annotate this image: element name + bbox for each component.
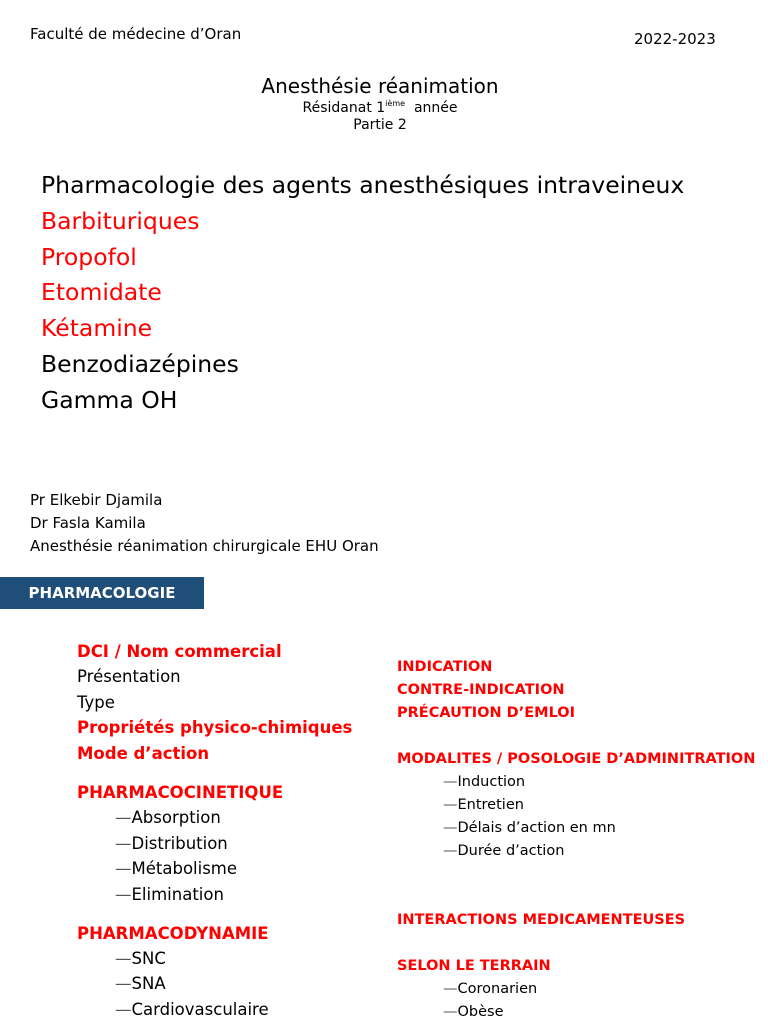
course-part: Partie 2 — [353, 117, 407, 133]
topic-item: Kétamine — [41, 314, 153, 343]
academic-year: 2022-2023 — [634, 30, 716, 48]
section-badge: PHARMACOLOGIE — [0, 577, 204, 609]
topic-item: Propofol — [41, 242, 137, 271]
modality-item: — Entretien — [443, 797, 524, 813]
type-label: Type — [77, 693, 115, 712]
pd-item: — SNA — [115, 974, 166, 993]
pd-item: — SNC — [115, 949, 166, 968]
topic-item: Gamma OH — [41, 385, 178, 414]
precaution-heading: PRÉCAUTION D’EMLOI — [397, 705, 576, 721]
author-list — [30, 489, 379, 558]
terrain-item: — Coronarien — [443, 981, 537, 997]
modality-item: — Délais d’action en mn — [443, 820, 616, 836]
topic-item: Barbituriques — [41, 206, 200, 235]
author-line: Dr Fasla Kamila — [30, 514, 146, 532]
course-level — [0, 99, 760, 116]
dci-heading: DCI / Nom commercial — [77, 642, 282, 661]
modalities-heading: MODALITES / POSOLOGIE D’ADMINITRATION — [397, 751, 756, 767]
contraindication-heading: CONTRE-INDICATION — [397, 682, 565, 698]
indication-heading: INDICATION — [397, 659, 493, 675]
pharmacokinetics-heading: PHARMACOCINETIQUE — [77, 783, 284, 802]
topic-item: Pharmacologie des agents anesthésiques intraveineux — [41, 171, 685, 199]
pd-item: — Cardiovasculaire — [115, 1000, 269, 1019]
pharmacodynamics-heading: PHARMACODYNAMIE — [77, 924, 269, 943]
level-text: Résidanat 1 — [302, 100, 386, 116]
author-line: Anesthésie réanimation chirurgicale EHU Oran — [30, 537, 379, 555]
pk-item: — Elimination — [115, 885, 224, 904]
presentation-label: Présentation — [77, 667, 181, 686]
topic-item: Benzodiazépines — [41, 349, 239, 378]
modality-item: — Durée d’action — [443, 843, 564, 859]
topic-item: Etomidate — [41, 278, 162, 307]
modality-item: — Induction — [443, 774, 525, 790]
terrain-item: — Obèse — [443, 1004, 504, 1020]
course-title: Anesthésie réanimation — [261, 74, 499, 98]
author-line: Pr Elkebir Djamila — [30, 491, 163, 509]
faculty-name: Faculté de médecine d’Oran — [30, 25, 242, 43]
pk-item: — Distribution — [115, 834, 228, 853]
level-superscript: ième — [385, 99, 406, 108]
level-year-word: année — [413, 100, 458, 116]
pk-item: — Absorption — [115, 808, 221, 827]
properties-heading: Propriétés physico-chimiques — [77, 718, 353, 737]
mode-action-heading: Mode d’action — [77, 744, 210, 763]
terrain-heading: SELON LE TERRAIN — [397, 958, 551, 974]
interactions-heading: INTERACTIONS MEDICAMENTEUSES — [397, 912, 686, 928]
pk-item: — Métabolisme — [115, 859, 237, 878]
topic-list — [41, 168, 684, 419]
